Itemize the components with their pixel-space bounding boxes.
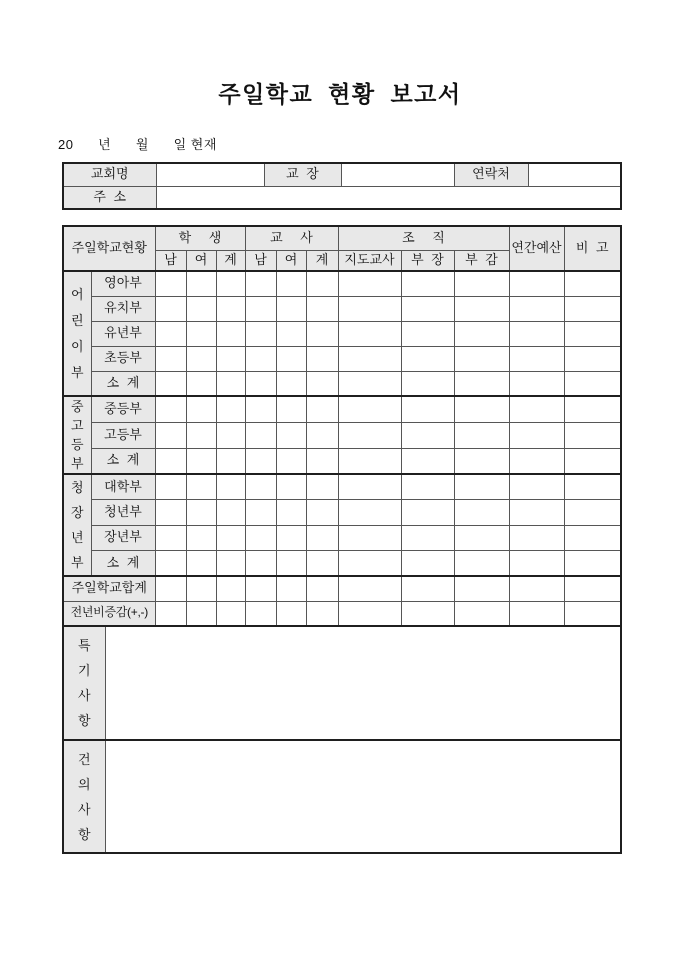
remarks-header: 비 고 <box>564 226 621 271</box>
data-cell[interactable] <box>564 601 621 626</box>
special-notes-label-text: 특기사항 <box>77 638 91 728</box>
row-label-yoy-change: 전년비증감(+,-) <box>63 601 155 626</box>
row-group-label-young-adults <box>63 474 91 576</box>
teacher-male-header: 남 <box>245 250 276 271</box>
data-cell[interactable] <box>509 396 564 422</box>
row-label-subtotal: 소 계 <box>91 371 155 396</box>
data-cell[interactable] <box>245 474 276 500</box>
teacher-female-header: 여 <box>276 250 306 271</box>
data-cell[interactable] <box>338 396 401 422</box>
special-notes-label <box>63 626 105 740</box>
data-cell[interactable] <box>564 448 621 474</box>
data-cell[interactable] <box>454 346 509 371</box>
row-label-college: 대학부 <box>91 474 155 500</box>
data-cell[interactable] <box>338 576 401 601</box>
data-cell[interactable] <box>401 422 454 448</box>
data-cell[interactable] <box>245 371 276 396</box>
data-cell[interactable] <box>155 346 186 371</box>
data-cell[interactable] <box>216 296 245 321</box>
data-cell[interactable] <box>306 346 338 371</box>
data-cell[interactable] <box>245 346 276 371</box>
data-cell[interactable] <box>509 576 564 601</box>
data-cell[interactable] <box>186 346 216 371</box>
data-cell[interactable] <box>509 271 564 296</box>
data-cell[interactable] <box>454 576 509 601</box>
data-cell[interactable] <box>216 551 245 577</box>
data-cell[interactable] <box>216 396 245 422</box>
data-cell[interactable] <box>338 474 401 500</box>
data-cell[interactable] <box>564 500 621 526</box>
data-cell[interactable] <box>401 371 454 396</box>
data-cell[interactable] <box>155 576 186 601</box>
data-cell[interactable] <box>509 474 564 500</box>
data-cell[interactable] <box>338 346 401 371</box>
data-cell[interactable] <box>216 371 245 396</box>
data-cell[interactable] <box>216 474 245 500</box>
data-cell[interactable] <box>454 448 509 474</box>
data-cell[interactable] <box>245 500 276 526</box>
data-cell[interactable] <box>454 525 509 551</box>
data-cell[interactable] <box>509 500 564 526</box>
sunday-school-status-table <box>62 225 622 627</box>
data-cell[interactable] <box>306 525 338 551</box>
data-cell[interactable] <box>155 422 186 448</box>
data-cell[interactable] <box>401 525 454 551</box>
data-cell[interactable] <box>509 551 564 577</box>
data-cell[interactable] <box>338 422 401 448</box>
suggestions-label <box>63 740 105 853</box>
teacher-total-header: 계 <box>306 250 338 271</box>
data-cell[interactable] <box>245 525 276 551</box>
data-cell[interactable] <box>338 500 401 526</box>
data-cell[interactable] <box>401 396 454 422</box>
student-female-header: 여 <box>186 250 216 271</box>
data-cell[interactable] <box>276 551 306 577</box>
data-cell[interactable] <box>245 576 276 601</box>
table-row <box>63 371 621 396</box>
data-cell[interactable] <box>306 371 338 396</box>
data-cell[interactable] <box>216 601 245 626</box>
data-cell[interactable] <box>276 271 306 296</box>
data-cell[interactable] <box>338 551 401 577</box>
data-cell[interactable] <box>186 576 216 601</box>
data-cell[interactable] <box>401 576 454 601</box>
data-cell[interactable] <box>306 601 338 626</box>
data-cell[interactable] <box>401 271 454 296</box>
data-cell[interactable] <box>155 474 186 500</box>
data-cell[interactable] <box>454 422 509 448</box>
data-cell[interactable] <box>509 346 564 371</box>
data-cell[interactable] <box>564 396 621 422</box>
table-row <box>63 500 621 526</box>
data-cell[interactable] <box>564 371 621 396</box>
data-cell[interactable] <box>509 601 564 626</box>
notes-sections-table <box>62 625 622 854</box>
page-title: 주일학교 현황 보고서 <box>218 81 462 107</box>
data-cell[interactable] <box>338 601 401 626</box>
data-cell[interactable] <box>216 525 245 551</box>
table-row <box>63 296 621 321</box>
data-cell[interactable] <box>245 396 276 422</box>
data-cell[interactable] <box>155 296 186 321</box>
data-cell[interactable] <box>216 576 245 601</box>
row-label-infants: 영아부 <box>91 271 155 296</box>
data-cell[interactable] <box>245 271 276 296</box>
church-name-value[interactable] <box>156 163 264 186</box>
table-row <box>63 601 621 626</box>
data-cell[interactable] <box>338 271 401 296</box>
data-cell[interactable] <box>338 296 401 321</box>
data-cell[interactable] <box>186 525 216 551</box>
data-cell[interactable] <box>155 525 186 551</box>
data-cell[interactable] <box>216 448 245 474</box>
data-cell[interactable] <box>509 296 564 321</box>
row-label-subtotal: 소 계 <box>91 551 155 577</box>
suggestions-area[interactable] <box>105 740 621 853</box>
data-cell[interactable] <box>216 346 245 371</box>
row-label-middle-school: 중등부 <box>91 396 155 422</box>
data-cell[interactable] <box>401 551 454 577</box>
data-cell[interactable] <box>338 448 401 474</box>
student-total-header: 계 <box>216 250 245 271</box>
data-cell[interactable] <box>186 321 216 346</box>
principal-label: 교 장 <box>264 163 341 186</box>
data-cell[interactable] <box>245 296 276 321</box>
data-cell[interactable] <box>454 474 509 500</box>
data-cell[interactable] <box>245 601 276 626</box>
table-row <box>63 525 621 551</box>
data-cell[interactable] <box>509 448 564 474</box>
guidance-teacher-header: 지도교사 <box>338 250 401 271</box>
data-cell[interactable] <box>276 500 306 526</box>
table-row <box>63 396 621 422</box>
data-cell[interactable] <box>155 500 186 526</box>
report-date-line: 20 년 월 일 현재 <box>58 137 217 152</box>
data-cell[interactable] <box>564 346 621 371</box>
table-row <box>63 474 621 500</box>
table-row <box>63 186 621 209</box>
data-cell[interactable] <box>276 576 306 601</box>
table-row <box>63 740 621 853</box>
row-label-subtotal: 소 계 <box>91 448 155 474</box>
data-cell[interactable] <box>306 271 338 296</box>
table-row <box>63 576 621 601</box>
data-cell[interactable] <box>186 396 216 422</box>
data-cell[interactable] <box>564 296 621 321</box>
data-cell[interactable] <box>306 422 338 448</box>
data-cell[interactable] <box>564 474 621 500</box>
data-cell[interactable] <box>155 551 186 577</box>
data-cell[interactable] <box>155 271 186 296</box>
data-cell[interactable] <box>306 576 338 601</box>
data-cell[interactable] <box>401 448 454 474</box>
table-row <box>63 551 621 577</box>
row-label-adult: 장년부 <box>91 525 155 551</box>
annual-budget-header: 연간예산 <box>509 226 564 271</box>
data-cell[interactable] <box>276 525 306 551</box>
student-male-header: 남 <box>155 250 186 271</box>
data-cell[interactable] <box>186 448 216 474</box>
data-cell[interactable] <box>186 551 216 577</box>
data-cell[interactable] <box>564 576 621 601</box>
data-cell[interactable] <box>306 396 338 422</box>
data-cell[interactable] <box>186 371 216 396</box>
address-label: 주 소 <box>63 186 156 209</box>
data-cell[interactable] <box>276 296 306 321</box>
dept-supervisor-header: 부 감 <box>454 250 509 271</box>
data-cell[interactable] <box>564 271 621 296</box>
data-cell[interactable] <box>454 371 509 396</box>
data-cell[interactable] <box>454 296 509 321</box>
data-cell[interactable] <box>509 321 564 346</box>
table-header-row <box>63 226 621 250</box>
data-cell[interactable] <box>186 271 216 296</box>
data-cell[interactable] <box>454 396 509 422</box>
data-cell[interactable] <box>276 346 306 371</box>
data-cell[interactable] <box>155 601 186 626</box>
row-label-young-children: 유년부 <box>91 321 155 346</box>
contact-label: 연락처 <box>454 163 528 186</box>
data-cell[interactable] <box>306 448 338 474</box>
data-cell[interactable] <box>216 271 245 296</box>
row-label-elementary: 초등부 <box>91 346 155 371</box>
data-cell[interactable] <box>245 551 276 577</box>
data-cell[interactable] <box>276 474 306 500</box>
church-name-label: 교회명 <box>63 163 156 186</box>
data-cell[interactable] <box>216 422 245 448</box>
student-group-header: 학 생 <box>155 226 245 250</box>
data-cell[interactable] <box>245 448 276 474</box>
data-cell[interactable] <box>338 321 401 346</box>
data-cell[interactable] <box>509 371 564 396</box>
table-row <box>63 448 621 474</box>
row-group-label-text: 청장년부 <box>70 480 84 570</box>
data-cell[interactable] <box>306 500 338 526</box>
data-cell[interactable] <box>454 271 509 296</box>
data-cell[interactable] <box>401 321 454 346</box>
data-cell[interactable] <box>306 296 338 321</box>
data-cell[interactable] <box>564 551 621 577</box>
data-cell[interactable] <box>155 396 186 422</box>
data-cell[interactable] <box>155 321 186 346</box>
data-cell[interactable] <box>276 396 306 422</box>
row-label-kindergarten: 유치부 <box>91 296 155 321</box>
data-cell[interactable] <box>245 321 276 346</box>
data-cell[interactable] <box>401 474 454 500</box>
address-value[interactable] <box>156 186 621 209</box>
data-cell[interactable] <box>186 296 216 321</box>
data-cell[interactable] <box>155 448 186 474</box>
row-label-youth: 청년부 <box>91 500 155 526</box>
dept-head-header: 부 장 <box>401 250 454 271</box>
row-label-high-school: 고등부 <box>91 422 155 448</box>
data-cell[interactable] <box>454 601 509 626</box>
table-row <box>63 346 621 371</box>
data-cell[interactable] <box>338 371 401 396</box>
suggestions-label-text: 건의사항 <box>77 751 91 842</box>
data-cell[interactable] <box>186 474 216 500</box>
data-cell[interactable] <box>401 500 454 526</box>
data-cell[interactable] <box>245 422 276 448</box>
data-cell[interactable] <box>216 321 245 346</box>
data-cell[interactable] <box>401 296 454 321</box>
data-cell[interactable] <box>564 525 621 551</box>
data-cell[interactable] <box>401 601 454 626</box>
row-label-grand-total: 주일학교합계 <box>63 576 155 601</box>
row-group-label-text: 어린이부 <box>70 286 84 380</box>
table-row <box>63 321 621 346</box>
data-cell[interactable] <box>155 371 186 396</box>
special-notes-area[interactable] <box>105 626 621 740</box>
data-cell[interactable] <box>338 525 401 551</box>
data-cell[interactable] <box>276 321 306 346</box>
data-cell[interactable] <box>276 601 306 626</box>
table-row <box>63 422 621 448</box>
organization-group-header: 조 직 <box>338 226 509 250</box>
data-cell[interactable] <box>276 422 306 448</box>
data-cell[interactable] <box>564 422 621 448</box>
data-cell[interactable] <box>306 474 338 500</box>
table-row <box>63 626 621 740</box>
data-cell[interactable] <box>306 551 338 577</box>
data-cell[interactable] <box>454 551 509 577</box>
principal-value[interactable] <box>341 163 454 186</box>
data-cell[interactable] <box>276 371 306 396</box>
church-info-table <box>62 162 622 210</box>
data-cell[interactable] <box>186 601 216 626</box>
data-cell[interactable] <box>216 500 245 526</box>
data-cell[interactable] <box>509 422 564 448</box>
data-cell[interactable] <box>186 422 216 448</box>
data-cell[interactable] <box>401 346 454 371</box>
row-group-label-children <box>63 271 91 396</box>
data-cell[interactable] <box>306 321 338 346</box>
data-cell[interactable] <box>509 525 564 551</box>
row-group-label-middle-high <box>63 396 91 474</box>
data-cell[interactable] <box>454 500 509 526</box>
data-cell[interactable] <box>186 500 216 526</box>
data-cell[interactable] <box>276 448 306 474</box>
row-group-label-text: 중고등부 <box>70 399 84 471</box>
corner-header: 주일학교현황 <box>63 226 155 271</box>
teacher-group-header: 교 사 <box>245 226 338 250</box>
data-cell[interactable] <box>564 321 621 346</box>
data-cell[interactable] <box>454 321 509 346</box>
contact-value[interactable] <box>528 163 621 186</box>
table-row <box>63 163 621 186</box>
table-row <box>63 271 621 296</box>
